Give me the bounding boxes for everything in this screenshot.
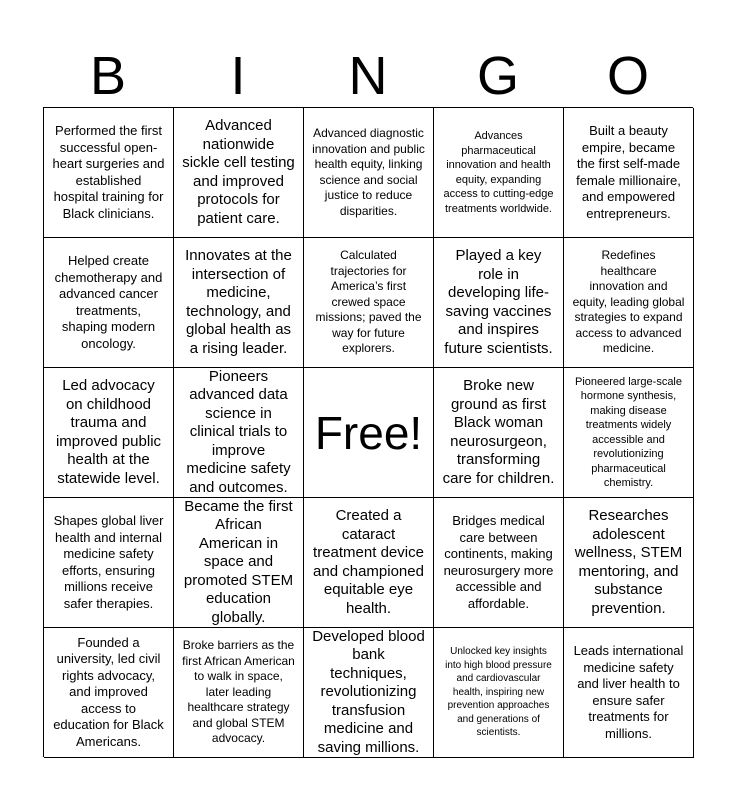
header-letter-n: N bbox=[348, 46, 388, 106]
cell-text: Became the first African American in space and promoted STEM education globally. bbox=[183, 498, 294, 626]
bingo-cell bbox=[564, 238, 694, 368]
bingo-cell bbox=[174, 238, 304, 368]
bingo-cell bbox=[564, 108, 694, 238]
cell-text: Researches adolescent wellness, STEM mentoring, and substance prevention. bbox=[574, 507, 683, 617]
cell-text: Redefines healthcare innovation and equity, leading global strategies to expand access to advanced medicine. bbox=[572, 248, 685, 356]
cell-text: Advances pharmaceutical innovation and health equity, expanding access to cutting-edge treatments worldwide. bbox=[443, 130, 554, 215]
bingo-cell bbox=[564, 628, 694, 758]
cell-text: Leads international medicine safety and liver health to ensure safer treatments for millions. bbox=[573, 643, 684, 741]
bingo-cell bbox=[434, 628, 564, 758]
cell-text: Developed blood bank techniques, revolutionizing transfusion medicine and saving millions. bbox=[312, 628, 425, 756]
bingo-cell bbox=[304, 628, 434, 758]
bingo-cell bbox=[434, 498, 564, 628]
cell-text: Performed the first successful open-heart surgeries and established hospital training for Black clinicians. bbox=[52, 123, 165, 221]
free-space-text: Free! bbox=[314, 406, 423, 459]
cell-text: Shapes global liver health and internal medicine safety efforts, ensuring millions receive safer therapies. bbox=[53, 513, 164, 611]
cell-text: Led advocacy on childhood trauma and improved public health at the statewide level. bbox=[55, 377, 162, 487]
cell-text: Bridges medical care between continents, making neurosurgery more accessible and affordable. bbox=[443, 513, 554, 611]
bingo-cell bbox=[304, 238, 434, 368]
header-letter-b: B bbox=[89, 46, 127, 106]
bingo-cell bbox=[564, 368, 694, 498]
bingo-cell bbox=[564, 498, 694, 628]
cell-text: Created a cataract treatment device and championed equitable eye health. bbox=[313, 507, 424, 617]
bingo-cell bbox=[44, 498, 174, 628]
cell-text: Advanced nationwide sickle cell testing and improved protocols for patient care. bbox=[182, 117, 295, 227]
bingo-cell bbox=[174, 368, 304, 498]
bingo-cell bbox=[44, 628, 174, 758]
cell-text: Pioneers advanced data science in clinical trials to improve medicine safety and outcomes. bbox=[186, 368, 291, 496]
cell-text: Built a beauty empire, became the first self-made female millionaire, and empowered entrepreneurs. bbox=[576, 123, 681, 221]
bingo-cell bbox=[304, 498, 434, 628]
cell-text: Calculated trajectories for America’s first crewed space missions; paved the way for future explorers. bbox=[315, 248, 422, 356]
cell-text: Founded a university, led civil rights advocacy, and improved access to education for Black Americans. bbox=[53, 634, 164, 749]
bingo-cell bbox=[44, 108, 174, 238]
bingo-cell bbox=[434, 238, 564, 368]
bingo-cell bbox=[174, 628, 304, 758]
bingo-cell bbox=[434, 108, 564, 238]
bingo-cell bbox=[174, 498, 304, 628]
cell-text: Unlocked key insights into high blood pressure and cardiovascular health, inspiring new prevention approaches and generations of scientists. bbox=[445, 646, 552, 739]
cell-text: Pioneered large-scale hormone synthesis, making disease treatments widely accessible and revolutionizing pharmaceutical chemistry. bbox=[574, 375, 682, 489]
cell-text: Broke new ground as first Black woman neurosurgeon, transforming care for children. bbox=[442, 377, 555, 487]
bingo-card bbox=[43, 107, 693, 757]
cell-text: Helped create chemotherapy and advanced cancer treatments, shaping modern oncology. bbox=[54, 253, 163, 351]
bingo-header bbox=[43, 44, 693, 108]
free-space-cell bbox=[304, 368, 434, 498]
cell-text: Innovates at the intersection of medicine, technology, and global health as a rising leader. bbox=[185, 247, 292, 357]
header-letter-i: I bbox=[230, 46, 246, 106]
bingo-cell bbox=[44, 368, 174, 498]
bingo-cell bbox=[304, 108, 434, 238]
header-letter-g: G bbox=[476, 46, 519, 106]
bingo-cell bbox=[174, 108, 304, 238]
cell-text: Advanced diagnostic innovation and public health equity, linking science and social justice to reduce disparities. bbox=[312, 126, 425, 218]
cell-text: Broke barriers as the first African American to walk in space, later leading healthcare strategy and global STEM advocacy. bbox=[182, 638, 295, 746]
bingo-cell bbox=[44, 238, 174, 368]
bingo-cell bbox=[434, 368, 564, 498]
header-letter-o: O bbox=[606, 46, 649, 106]
cell-text: Played a key role in developing life-saving vaccines and inspires future scientists. bbox=[444, 247, 553, 357]
